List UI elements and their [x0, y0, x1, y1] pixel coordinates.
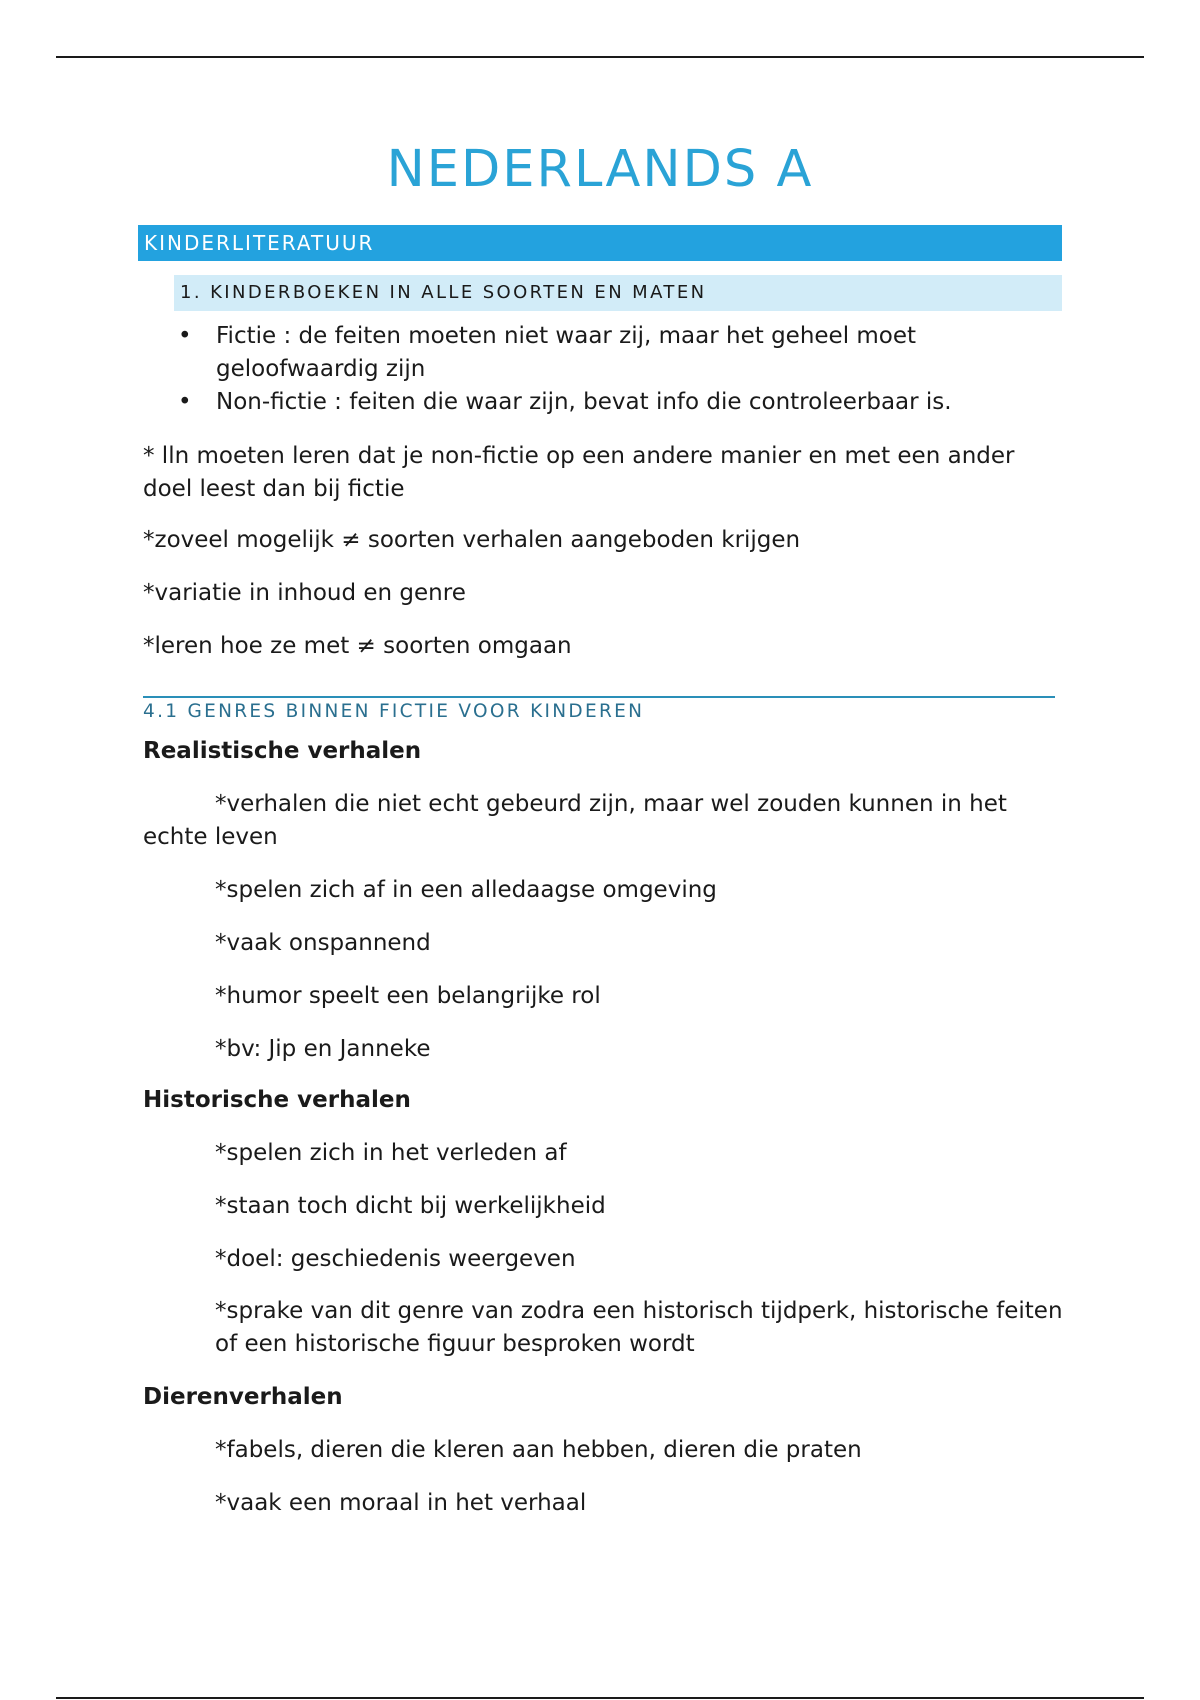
note-paragraph: * lln moeten leren dat je non-fictie op een andere manier en met een ander doel leest dan bij fictie — [143, 443, 1015, 502]
section-item: *verhalen die niet echt gebeurd zijn, maar wel zouden kunnen in het echte leven — [143, 791, 1007, 850]
list-item: • Non-fictie : feiten die waar zijn, bevat info die controleerbaar is. — [170, 386, 1070, 419]
heading-kinderboeken: 1. KINDERBOEKEN IN ALLE SOORTEN EN MATEN — [174, 275, 1062, 311]
section-item: *vaak onspannend — [215, 930, 431, 956]
note-paragraph: *zoveel mogelijk ≠ soorten verhalen aangeboden krijgen — [143, 527, 801, 553]
section-title: Historische verhalen — [143, 1087, 411, 1113]
section-item: *spelen zich in het verleden af — [215, 1140, 567, 1166]
footer-rule — [56, 1697, 1144, 1699]
note-paragraph: *variatie in inhoud en genre — [143, 580, 466, 606]
definition-list — [170, 320, 1070, 419]
heading-rule — [143, 696, 1055, 698]
heading-genres: 4.1 GENRES BINNEN FICTIE VOOR KINDEREN — [143, 701, 645, 722]
section-item: *fabels, dieren die kleren aan hebben, dieren die praten — [215, 1437, 862, 1463]
note-paragraph: *leren hoe ze met ≠ soorten omgaan — [143, 633, 572, 659]
bullet-icon: • — [178, 389, 192, 415]
bullet-icon: • — [178, 323, 192, 349]
document-title: NEDERLANDS A — [386, 140, 814, 199]
heading-kinderliteratuur: KINDERLITERATUUR — [138, 225, 1062, 261]
section-item: *bv: Jip en Janneke — [215, 1036, 431, 1062]
section-item: *sprake van dit genre van zodra een historisch tijdperk, historische feiten of een historische figuur besproken wordt — [215, 1298, 1063, 1357]
list-item: • Fictie : de feiten moeten niet waar zij, maar het geheel moet geloofwaardig zijn — [170, 320, 1070, 386]
section-title: Realistische verhalen — [143, 738, 422, 764]
section-item: *humor speelt een belangrijke rol — [215, 983, 601, 1009]
header-rule — [56, 56, 1144, 58]
section-item: *doel: geschiedenis weergeven — [215, 1246, 576, 1272]
section-item: *spelen zich af in een alledaagse omgeving — [215, 877, 717, 903]
section-title: Dierenverhalen — [143, 1384, 343, 1410]
section-item: *vaak een moraal in het verhaal — [215, 1490, 587, 1516]
section-item: *staan toch dicht bij werkelijkheid — [215, 1193, 606, 1219]
